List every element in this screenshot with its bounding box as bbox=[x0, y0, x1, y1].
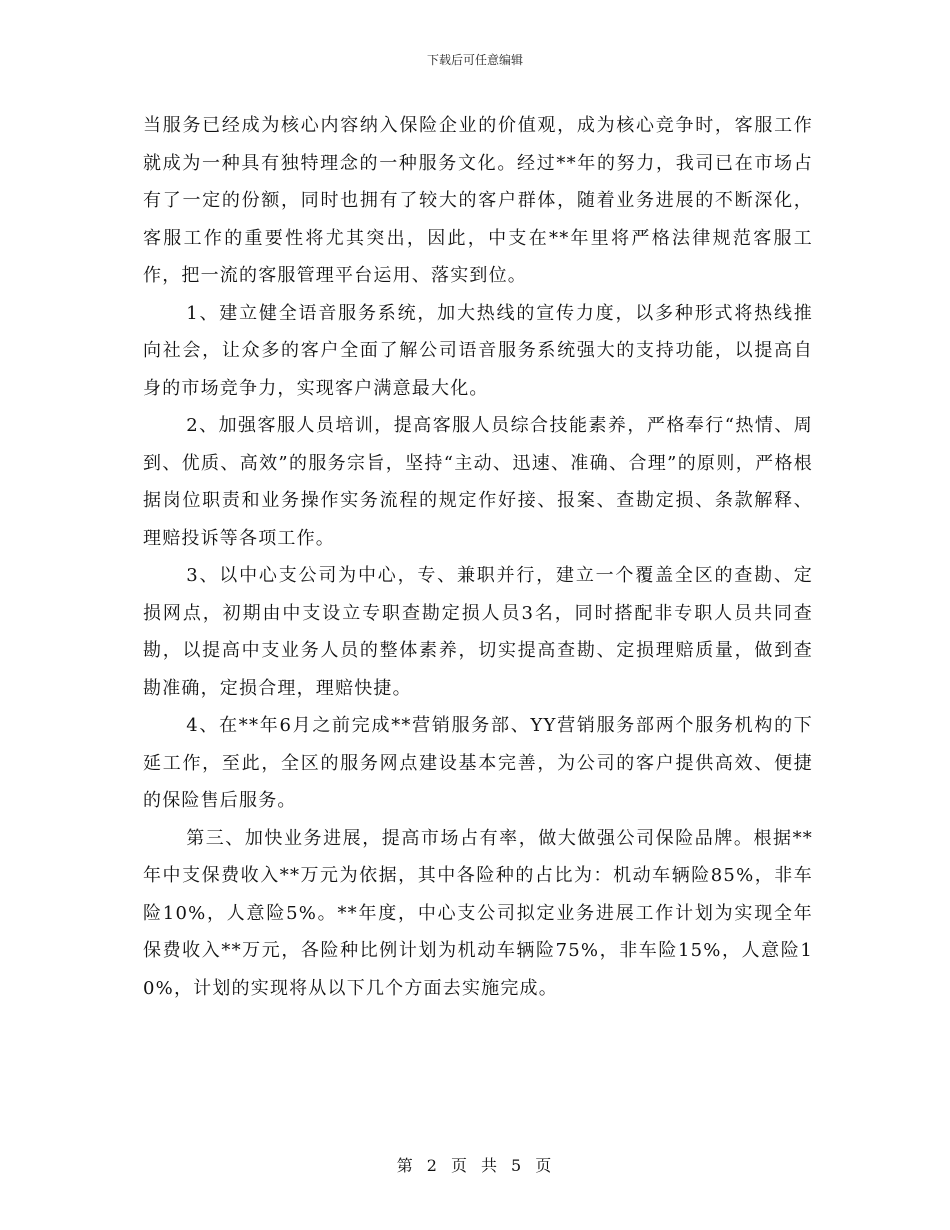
paragraph-item-1: 1、建立健全语音服务系统，加大热线的宣传力度，以多种形式将热线推向社会，让众多的客户全面了解公司语音服务系统强大的支持功能，以提高自身的市场竞争力，实现客户满意最大化。 bbox=[143, 302, 813, 399]
paragraph-section-three: 第三、加快业务进展，提高市场占有率，做大做强公司保险品牌。根据**年中支保费收入**万元为依据，其中各险种的占比为：机动车辆险85%，非车险10%，人意险5%。**年度，中心支公司拟定业务进展工作计划为实现全年保费收入**万元，各险种比例计划为机动车辆险75%，非车险15%，人意险10%，计划的实现将从以下几个方面去实施完成。 bbox=[143, 827, 813, 999]
footer-label-total: 共 bbox=[481, 1156, 500, 1175]
footer-label-prefix: 第 bbox=[396, 1156, 415, 1175]
page-header-note: 下载后可任意编辑 bbox=[426, 53, 523, 67]
page-footer bbox=[0, 1156, 950, 1176]
paragraph-intro: 当服务已经成为核心内容纳入保险企业的价值观，成为核心竞争时，客服工作就成为一种具有独特理念的一种服务文化。经过**年的努力，我司已在市场占有了一定的份额，同时也拥有了较大的客户群体，随着业务进展的不断深化，客服工作的重要性将尤其突出，因此，中支在**年里将严格法律规范客服工作，把一流的客服管理平台运用、落实到位。 bbox=[143, 115, 813, 286]
paragraph-item-3: 3、以中心支公司为中心，专、兼职并行，建立一个覆盖全区的查勘、定损网点，初期由中支设立专职查勘定损人员3名，同时搭配非专职人员共同查勘，以提高中支业务人员的整体素养，切实提高查勘、定损理赔质量，做到查勘准确，定损合理，理赔快捷。 bbox=[143, 565, 813, 699]
paragraph-item-2: 2、加强客服人员培训，提高客服人员综合技能素养，严格奉行“热情、周到、优质、高效”的服务宗旨，坚持“主动、迅速、准确、合理”的原则，严格根据岗位职责和业务操作实务流程的规定作好接、报案、查勘定损、条款解释、理赔投诉等各项工作。 bbox=[143, 415, 813, 549]
paragraph-item-4: 4、在**年6月之前完成**营销服务部、YY营销服务部两个服务机构的下延工作，至此，全区的服务网点建设基本完善，为公司的客户提供高效、便捷的保险售后服务。 bbox=[143, 715, 813, 811]
footer-current-page: 2 bbox=[426, 1156, 439, 1175]
footer-label-page: 页 bbox=[450, 1156, 469, 1175]
footer-total-pages: 5 bbox=[511, 1156, 524, 1175]
footer-label-suffix: 页 bbox=[535, 1156, 554, 1175]
document-body bbox=[143, 107, 813, 1007]
